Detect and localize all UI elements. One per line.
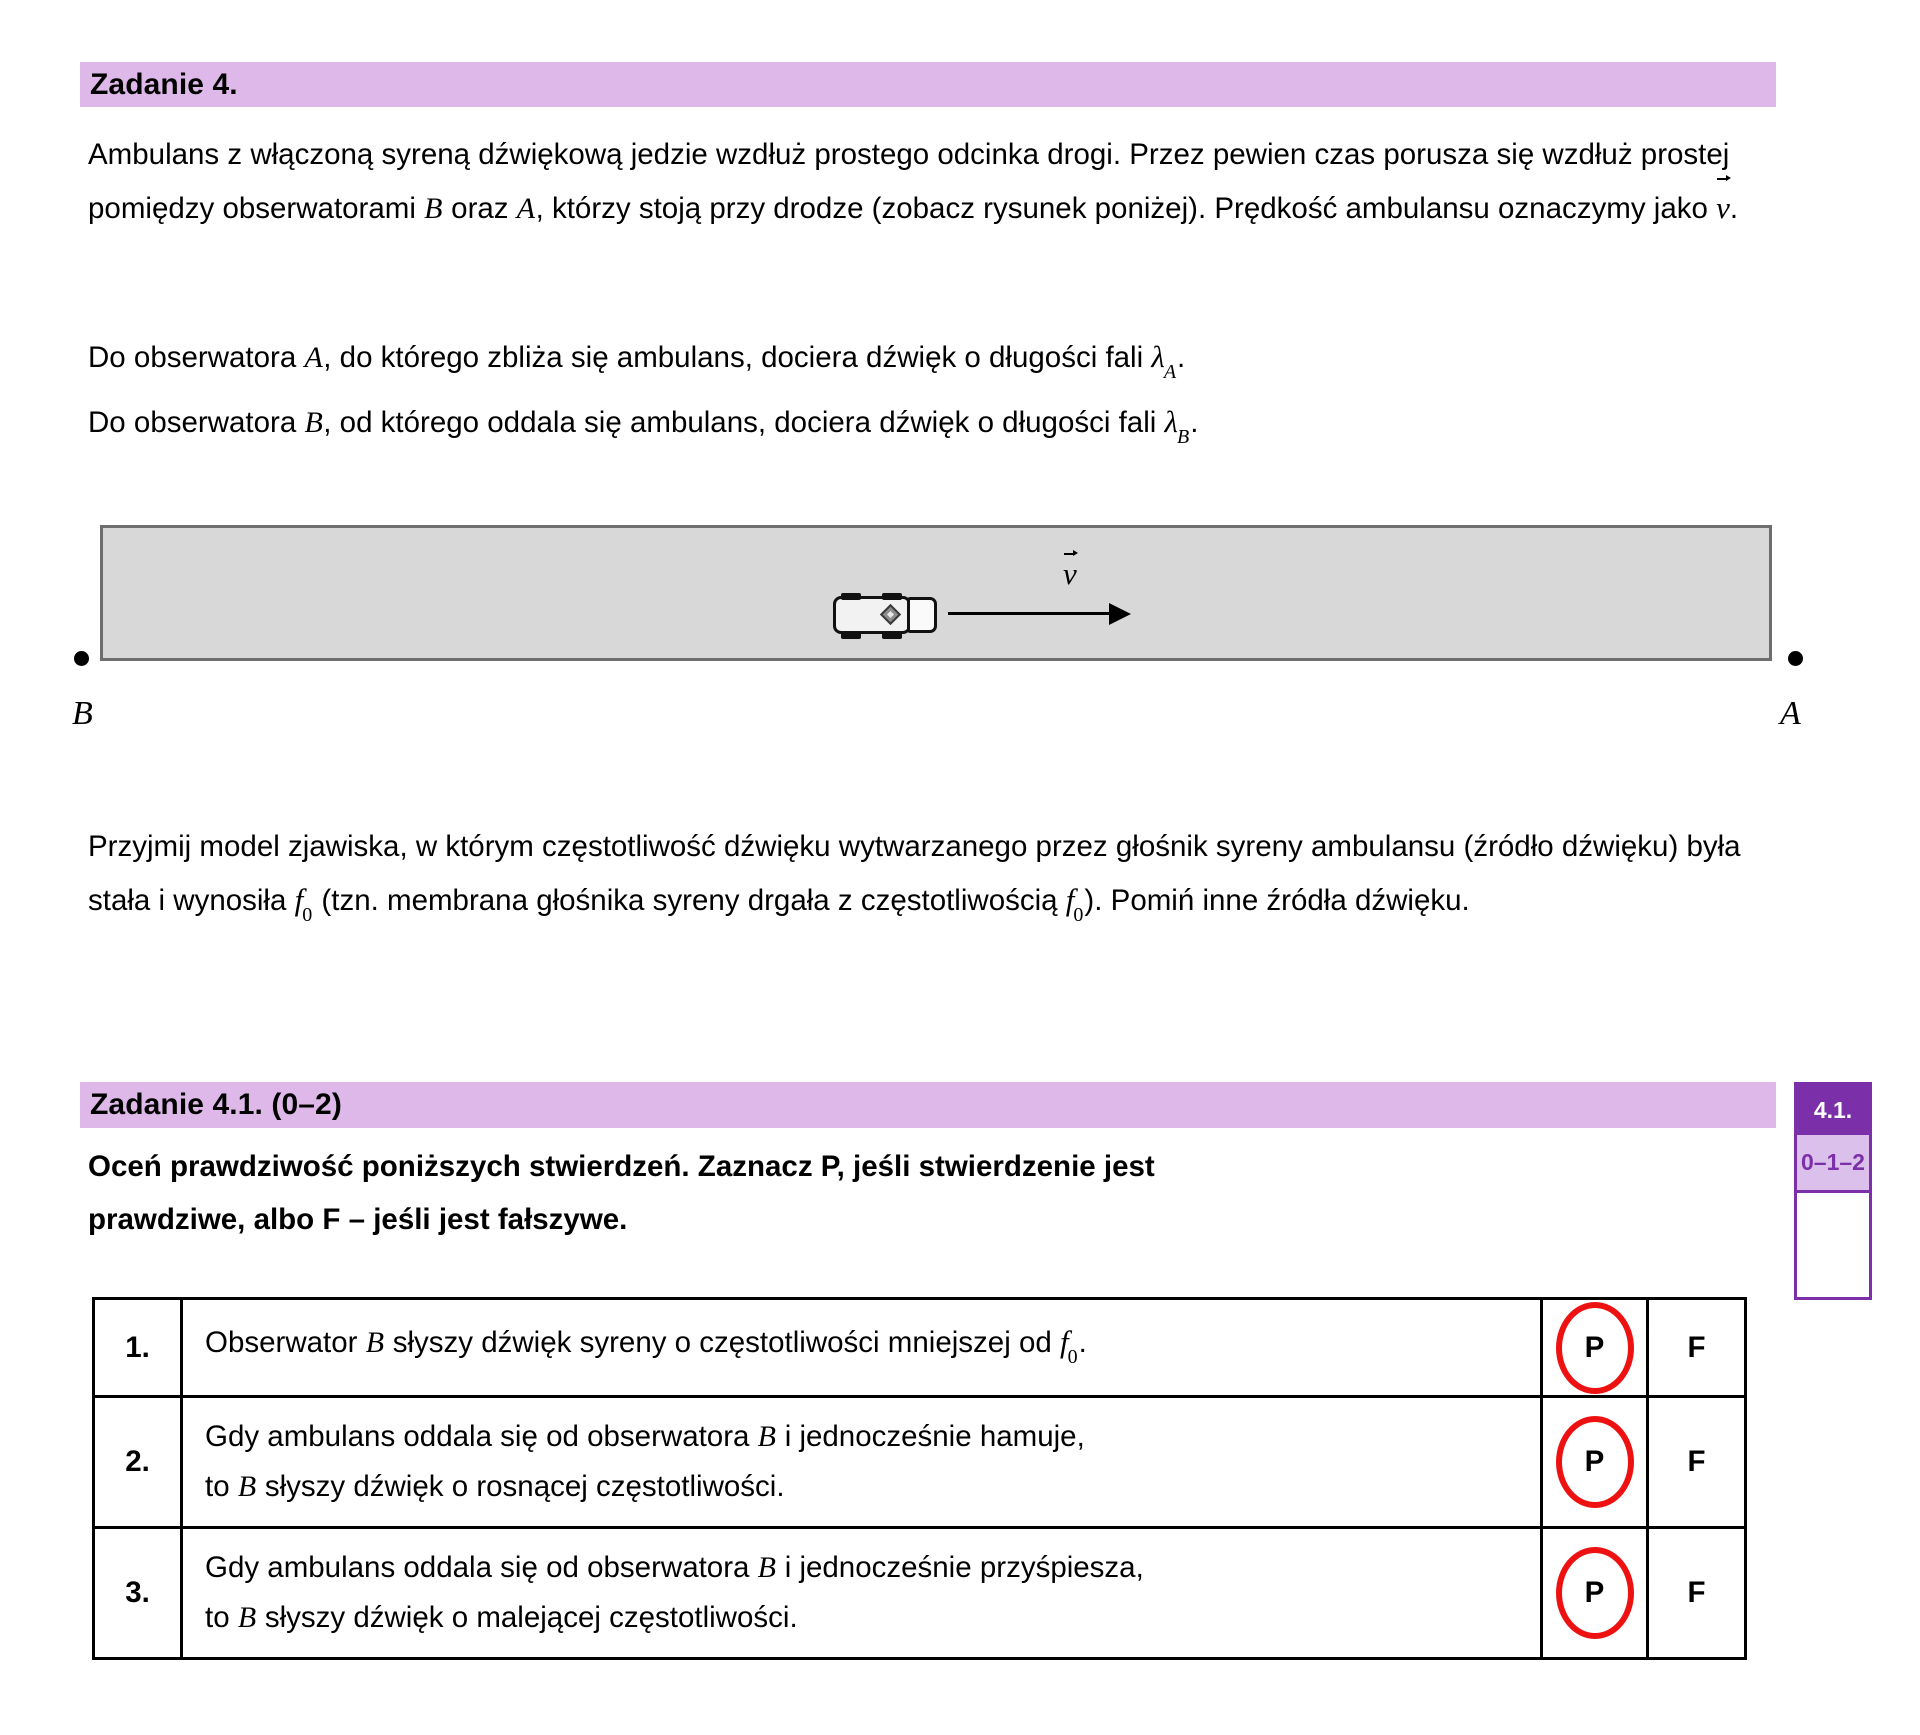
intro-text-period: . [1729,192,1739,225]
task-4-1-instruction [88,1140,1688,1246]
ambulance-wheel-front-right [882,593,902,600]
instruction-line-1: Oceń prawdziwość poniższych stwierdzeń. Zaznacz P, jeśli stwierdzenie jest [88,1150,1155,1183]
statement-line2-end: słyszy dźwięk o malejącej częstotliwości. [264,1601,798,1634]
lambda-b-subscript: B [1176,425,1190,448]
line-b-period: . [1190,405,1199,439]
lambda-b-symbol: λ [1164,403,1178,439]
intro-text-part-2: , którzy stoją przy drodze (zobacz rysunek poniżej). Prędkość ambulansu oznaczymy jako [535,192,1708,225]
row-number: 1. [94,1299,182,1397]
wavelength-line-a [88,330,1788,395]
observer-b-point [74,651,89,666]
score-box-range: 0–1–2 [1797,1135,1869,1193]
statement-text-mid: słyszy dźwięk syreny o częstotliwości mniejszej od [392,1326,1052,1360]
statement-frequency-subscript: 0 [1067,1345,1078,1368]
model-text-part-1: Przyjmij model zjawiska, w którym częstotliwość dźwięku wytwarzanego przez głośnik syreny ambulansu (źródło dźwięku) była stała i wynosiła [88,830,1741,917]
line-b-middle: , od którego oddala się ambulans, dociera dźwięk o długości fali [323,405,1157,439]
statement-line2-pre: to [205,1601,230,1634]
statement-line-2 [205,1593,1518,1643]
answer-option-p[interactable] [1542,1397,1648,1528]
line-a-prefix: Do obserwatora [88,341,297,374]
statement-text-mid: i jednocześnie hamuje, [784,1420,1085,1453]
intro-text-part-1: Ambulans z włączoną syreną dźwiękową jedzie wzdłuż prostego odcinka drogi. Przez pewien czas porusza się wzdłuż prostej pomiędzy obserwatorami [88,138,1730,225]
road-strip [100,525,1772,661]
statement-observer-symbol: B [365,1326,385,1360]
statement-text-end: . [1078,1326,1087,1360]
model-text-part-3: ). Pomiń inne źródła dźwięku. [1084,884,1470,917]
velocity-vector-glyph: v [1063,556,1077,591]
table-row [94,1397,1746,1528]
statement-line-1 [205,1412,1518,1462]
observer-b-symbol-inline: B [304,405,324,439]
statement-line2-symbol: B [237,1470,257,1503]
ambulance-wheel-back-left [841,632,861,639]
wavelength-line-b [88,395,1788,460]
ambulance-icon [833,593,943,638]
ambulance-wheel-back-right [882,632,902,639]
statement-text-pre: Obserwator [205,1326,358,1360]
option-p-label: P [1584,1576,1605,1609]
option-f-label: F [1687,1445,1706,1478]
observer-a-label: A [1780,695,1801,732]
line-a-middle: , do którego zbliża się ambulans, dociera dźwięk o długości fali [323,341,1144,374]
model-text-part-2: (tzn. membrana głośnika syreny drgała z częstotliwością [321,884,1058,917]
frequency-f0b-symbol: f [1065,882,1075,917]
row-statement [182,1397,1542,1528]
statement-line2-pre: to [205,1470,230,1503]
option-p-label: P [1584,1330,1605,1364]
wavelength-paragraph [88,330,1788,460]
ambulance-wheel-front-left [841,593,861,600]
true-false-table [92,1297,1747,1660]
road-figure [70,515,1870,735]
answer-option-f[interactable] [1648,1397,1746,1528]
row-number: 2. [94,1397,182,1528]
row-statement [182,1299,1542,1397]
observer-b-label: B [72,695,93,732]
frequency-f0b-subscript: 0 [1073,903,1084,926]
answer-option-p[interactable] [1542,1528,1648,1659]
score-box-number: 4.1. [1797,1085,1869,1135]
answer-option-f[interactable] [1648,1299,1746,1397]
statement-text-mid: i jednocześnie przyśpiesza, [784,1551,1144,1584]
lambda-a-symbol: λ [1151,339,1165,374]
velocity-arrow-head-icon [1109,603,1131,625]
velocity-vector-label [1063,556,1077,593]
row-number: 3. [94,1528,182,1659]
task-4-header: Zadanie 4. [80,62,1776,107]
answer-option-p[interactable] [1542,1299,1648,1397]
statement-line2-symbol: B [237,1601,257,1634]
observer-a-point [1788,651,1803,666]
statement-line2-end: słyszy dźwięk o rosnącej częstotliwości. [264,1470,785,1503]
statement-line-1 [205,1543,1518,1593]
task-4-intro-paragraph [88,128,1788,235]
answer-option-f[interactable] [1648,1528,1746,1659]
observer-b-symbol: B [424,192,443,225]
velocity-arrow-line [948,612,1113,615]
table-row [94,1299,1746,1397]
row-statement [182,1528,1542,1659]
statement-text-pre: Gdy ambulans oddala się od obserwatora [205,1551,750,1584]
score-box [1794,1082,1872,1300]
statement-observer-symbol: B [757,1551,777,1584]
option-p-label: P [1584,1445,1605,1478]
intro-text-conj: oraz [451,192,509,225]
table-row [94,1528,1746,1659]
statement-line-2 [205,1462,1518,1512]
option-f-label: F [1687,1576,1706,1609]
frequency-f0-symbol: f [294,882,304,917]
statement-frequency-symbol: f [1059,1324,1069,1360]
task-4-1-header: Zadanie 4.1. (0–2) [80,1082,1776,1128]
velocity-vector-symbol: v [1716,181,1730,234]
line-b-prefix: Do obserwatora [88,405,297,439]
line-a-period: . [1177,341,1186,374]
statement-observer-symbol: B [757,1420,777,1453]
ambulance-cab [907,597,937,633]
statement-text-pre: Gdy ambulans oddala się od obserwatora [205,1420,750,1453]
option-f-label: F [1687,1330,1706,1364]
frequency-f0-subscript: 0 [302,903,313,926]
lambda-a-subscript: A [1163,360,1177,383]
observer-a-symbol: A [516,192,536,225]
observer-a-symbol-inline: A [304,341,324,374]
model-paragraph [88,820,1788,938]
instruction-line-2: prawdziwe, albo F – jeśli jest fałszywe. [88,1203,628,1236]
